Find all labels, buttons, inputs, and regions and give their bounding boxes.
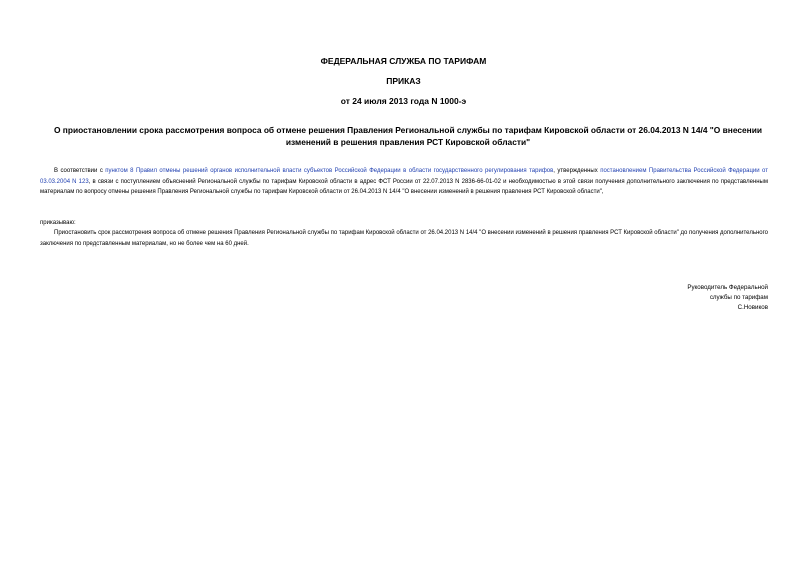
document-title: О приостановлении срока рассмотрения вопроса об отмене решения Правления Региональной службы по тарифам Кировской области от 26.04.2013 N 14/4 "О внесении изменений в решения правления РСТ Кировской области" [53,125,763,147]
signature-block [568,283,768,314]
preamble-mid: , утвержденных [553,168,601,174]
government-resolution-link[interactable]: постановлением Правительства Российской Федерации от 03.03.2004 N 123 [40,168,768,185]
order-word: приказываю: [40,220,76,226]
preamble-prefix: В соответствии с [54,168,106,174]
preamble-paragraph [40,166,768,198]
document-date-number: от 24 июля 2013 года N 1000-э [340,96,467,106]
order-paragraph: Приостановить срок рассмотрения вопроса об отмене решения Правления Региональной службы по тарифам Кировской области от 26.04.2013 N 14/4 "О внесении изменений в решения правления РСТ Кировской области" до получения дополнительного заключения по представленным материалам, но не более чем на 60 дней. [40,230,768,247]
agency-name: ФЕДЕРАЛЬНАЯ СЛУЖБА ПО ТАРИФАМ [320,56,487,66]
signature-position-line1: Руководитель Федеральной [687,284,768,291]
preamble-suffix: , в связи с поступлением объяснений Региональной службы по тарифам Кировской области в адрес ФСТ России от 22.07.2013 N 2836-66-01-02 и необходимостью в этой связи получения дополнительного заключения по представленным материалам по вопросу отмены решения Правления Региональной службы по тарифам Кировской области от 26.04.2013 N 14/4 "О внесении изменений в решения правления РСТ Кировской области", [40,178,768,195]
signature-name: С.Новиков [737,304,768,312]
signature-position-line2: службы по тарифам [709,294,768,302]
document-type: ПРИКАЗ [386,76,421,86]
rules-point-8-link[interactable]: пунктом 8 Правил отмены решений органов исполнительной власти субъектов Российской Федерации в области государственного регулирования тарифов [105,168,554,174]
